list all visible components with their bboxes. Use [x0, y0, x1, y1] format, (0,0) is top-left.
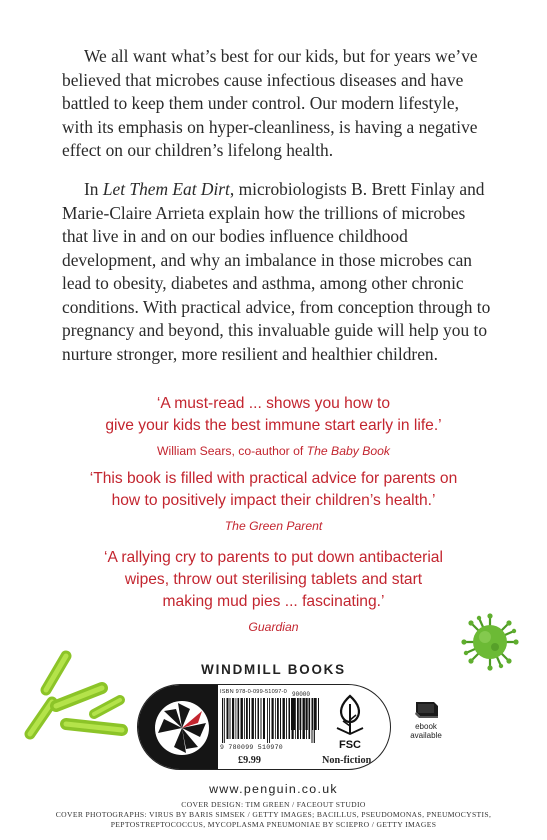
category: Non-fiction: [322, 755, 372, 766]
cover-photo-credit: [20, 810, 527, 830]
attribution-work: The Green Parent: [224, 519, 323, 533]
addon-barcode: [290, 698, 320, 730]
quote-attribution: [40, 442, 507, 460]
attribution-work: Guardian: [248, 620, 299, 634]
penguin-logo: [138, 685, 218, 770]
windmill-icon: [138, 685, 218, 770]
book-title: Let Them Eat Dirt: [102, 179, 230, 199]
blurb-paragraph-1: We all want what’s best for our kids, but for years we’ve believed that microbes cause infectious diseases and have battled to keep them under control. Our modern lifestyle, with its emphasis on hyper-cleanliness, is having a negative effect on our children’s lifelong health.: [62, 46, 478, 160]
attribution-work: The Baby Book: [306, 444, 391, 458]
review-quote-3: [40, 547, 507, 636]
attribution-author: William Sears, co-author of: [156, 444, 307, 458]
blurb-paragraph-2: [62, 178, 492, 366]
ebook-label-2: available: [410, 731, 442, 740]
website-url[interactable]: www.penguin.co.uk: [209, 782, 338, 796]
quote-line: ‘This book is filled with practical advice for parents on: [89, 470, 458, 487]
quote-line: give your kids the best immune start early in life.’: [105, 417, 442, 434]
quote-line: ‘A must-read ... shows you how to: [156, 395, 391, 412]
publisher-name: WINDMILL BOOKS: [201, 662, 346, 677]
review-quote-2: [40, 468, 507, 535]
quote-line: wipes, throw out sterilising tablets and start: [124, 571, 423, 588]
ebook-badge: [406, 700, 446, 740]
barcode-digits: 9 780099 510970: [220, 744, 284, 751]
blurb-prefix: In: [84, 179, 103, 199]
cover-design-credit: COVER DESIGN: TIM GREEN / FACEOUT STUDIO: [181, 800, 366, 809]
ebook-label-1: ebook: [415, 722, 437, 731]
price: £9.99: [238, 755, 261, 766]
quote-line: making mud pies ... fascinating.’: [162, 593, 385, 610]
addon-digits: 90000: [292, 691, 311, 698]
ebook-icon: [412, 700, 440, 720]
photo-credit-line: COVER PHOTOGRAPHS: VIRUS BY BARIS SIMSEK / GETTY IMAGES; BACILLUS, PSEUDOMONAS, PNEUMOCYSTIS,: [55, 810, 492, 819]
fsc-label: FSC: [339, 739, 361, 751]
photo-credit-line: PEPTOSTREPTOCOCCUS, MYCOPLASMA PNEUMONIAE BY SCIEPRO / GETTY IMAGES: [110, 819, 437, 829]
quote-attribution: [40, 618, 507, 636]
isbn-number: ISBN 978-0-099-51097-0: [220, 689, 287, 695]
quote-attribution: [40, 517, 507, 535]
quote-line: ‘A rallying cry to parents to put down antibacterial: [104, 549, 443, 566]
review-quote-1: [40, 393, 507, 460]
quote-line: how to positively impact their children’s health.’: [111, 492, 436, 509]
fsc-logo-icon: [327, 690, 373, 752]
blurb-rest: , microbiologists B. Brett Finlay and Marie-Claire Arrieta explain how the trillions of microbes that live in and on our bodies influence childhood development, and why an imbalance in those microbes can lead to obesity, diabetes and asthma, among other chronic conditions. With practical advice, from conception through to pregnancy and beyond, this invaluable guide will help you to nurture stronger, more resilient and healthier children.: [62, 179, 491, 364]
